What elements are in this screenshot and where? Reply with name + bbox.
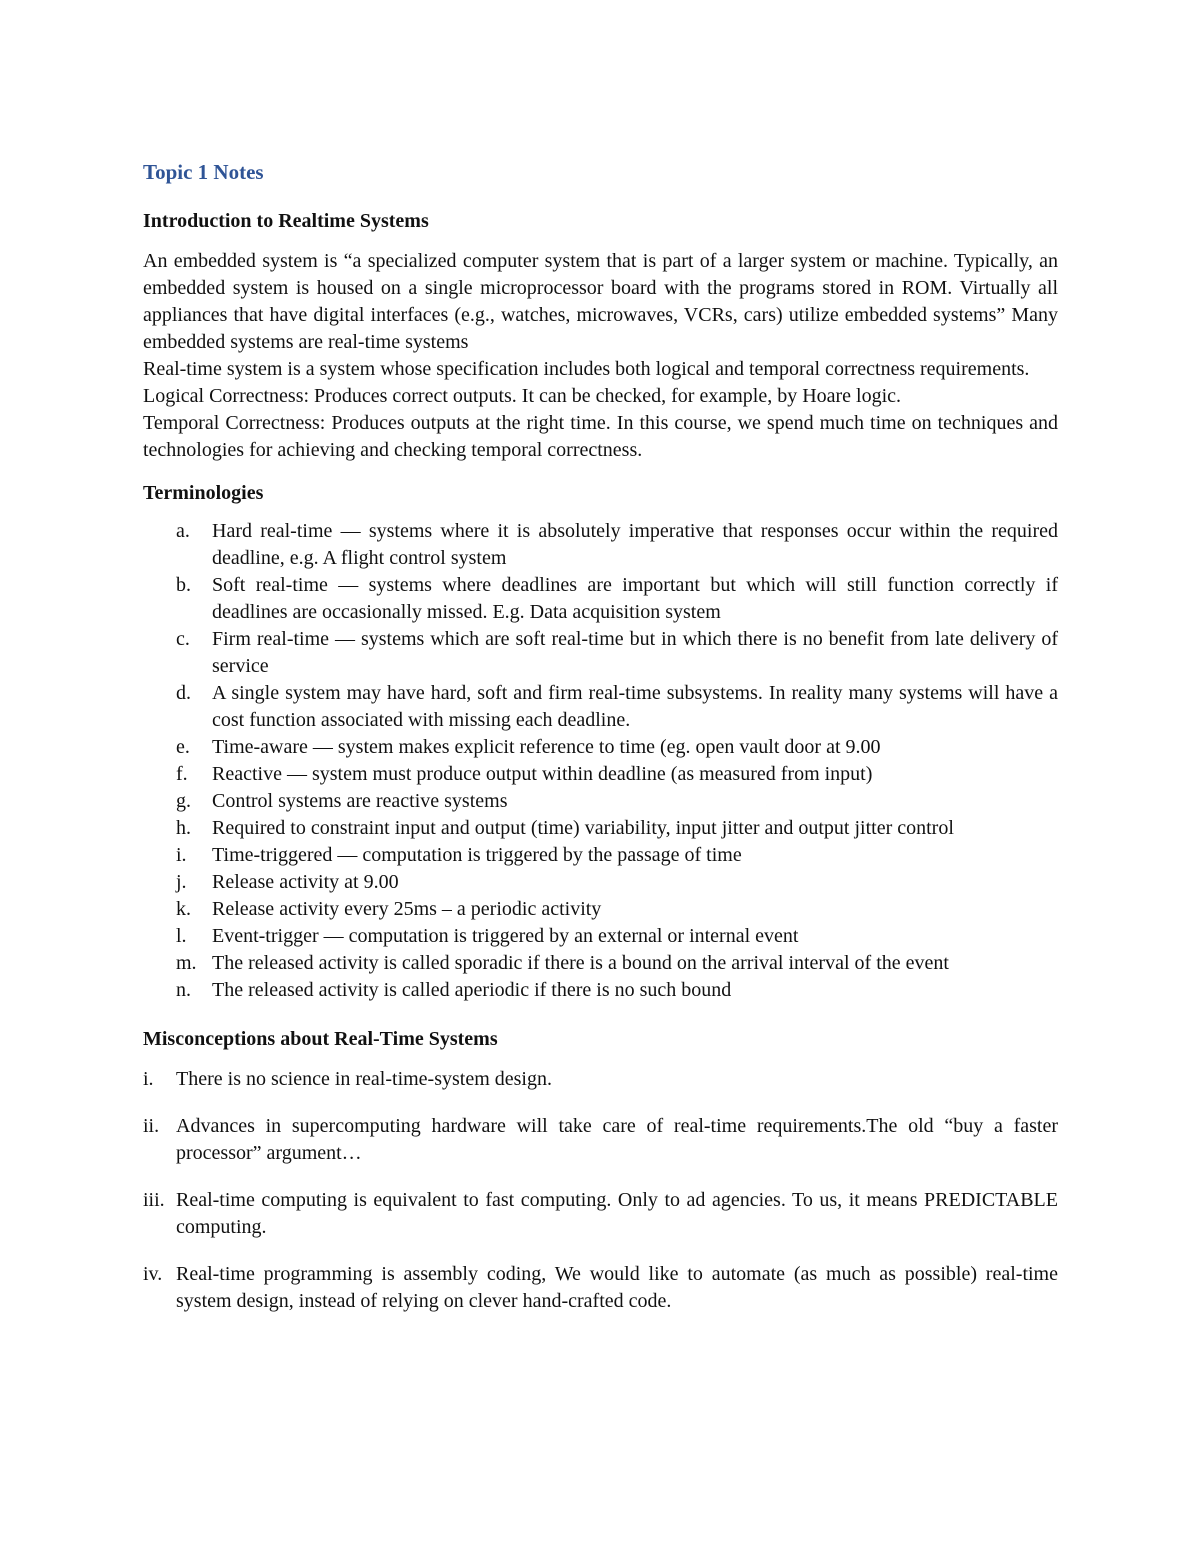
intro-heading: Introduction to Realtime Systems [143,210,429,232]
misconceptions-heading: Misconceptions about Real-Time Systems [143,1028,498,1050]
list-marker: ii. [143,1115,160,1137]
list-marker: c. [176,628,190,650]
list-item-text: Real-time computing is equivalent to fast computing. Only to ad agencies. To us, it means PREDICTABLE computing. [176,1189,1058,1238]
list-item-text: Time-triggered — computation is triggered by the passage of time [212,844,742,866]
intro-section [143,248,1058,464]
page-title: Topic 1 Notes [143,160,264,184]
list-item-text: Real-time programming is assembly coding, We would like to automate (as much as possible) real-time system design, instead of relying on clever hand-crafted code. [176,1263,1058,1312]
list-item [143,815,1058,842]
intro-paragraph: Real-time system is a system whose specification includes both logical and temporal correctness requirements. [143,358,1030,380]
list-item [143,923,1058,950]
list-marker: k. [176,898,191,920]
list-item-text: Required to constraint input and output (time) variability, input jitter and output jitter control [212,817,954,839]
list-item [143,788,1058,815]
terminologies-list [143,518,1058,1004]
list-item [143,896,1058,923]
list-item [143,842,1058,869]
list-item-text: A single system may have hard, soft and firm real-time subsystems. In reality many systems will have a cost function associated with missing each deadline. [212,682,1058,731]
terminologies-heading: Terminologies [143,482,264,504]
list-marker: f. [176,763,188,785]
list-item-text: Advances in supercomputing hardware will take care of real-time requirements.The old “buy a faster processor” argument… [176,1115,1058,1164]
list-item-text: Reactive — system must produce output within deadline (as measured from input) [212,763,873,785]
list-item-text: Control systems are reactive systems [212,790,508,812]
list-marker: a. [176,520,190,542]
list-item-text: Time-aware — system makes explicit reference to time (eg. open vault door at 9.00 [212,736,881,758]
list-item [143,572,1058,626]
list-marker: iv. [143,1263,163,1285]
list-marker: e. [176,736,190,758]
list-marker: l. [176,925,187,947]
list-item-text: Firm real-time — systems which are soft real-time but in which there is no benefit from late delivery of service [212,628,1058,677]
list-item [143,761,1058,788]
list-item [143,950,1058,977]
intro-paragraph: Logical Correctness: Produces correct outputs. It can be checked, for example, by Hoare logic. [143,385,902,407]
list-item-text: Event-trigger — computation is triggered by an external or internal event [212,925,799,947]
intro-paragraph: An embedded system is “a specialized computer system that is part of a larger system or machine. Typically, an embedded system is housed on a single microprocessor board with the programs stored in ROM. Virtually all appliances that have digital interfaces (e.g., watches, microwaves, VCRs, cars) utilize embedded systems” Many embedded systems are real-time systems [143,250,1058,353]
list-item [143,869,1058,896]
list-item-text: The released activity is called aperiodic if there is no such bound [212,979,732,1001]
list-marker: i. [176,844,187,866]
list-item [143,1261,1058,1315]
list-marker: g. [176,790,191,812]
list-item-text: There is no science in real-time-system design. [176,1068,552,1090]
list-item-text: Release activity at 9.00 [212,871,399,893]
misconceptions-list [143,1066,1058,1315]
list-marker: n. [176,979,191,1001]
intro-paragraph: Temporal Correctness: Produces outputs at the right time. In this course, we spend much time on techniques and technologies for achieving and checking temporal correctness. [143,412,1058,461]
list-item [143,1113,1058,1167]
list-item [143,734,1058,761]
list-item [143,680,1058,734]
list-item [143,1066,1058,1093]
list-marker: i. [143,1068,154,1090]
list-item [143,1187,1058,1241]
list-marker: j. [176,871,187,893]
list-marker: b. [176,574,191,596]
list-marker: iii. [143,1189,165,1211]
document-content [143,158,1058,1335]
list-marker: h. [176,817,191,839]
list-item-text: The released activity is called sporadic if there is a bound on the arrival interval of the event [212,952,949,974]
list-item [143,626,1058,680]
list-item [143,518,1058,572]
list-item-text: Release activity every 25ms – a periodic activity [212,898,602,920]
list-item-text: Hard real-time — systems where it is absolutely imperative that responses occur within the required deadline, e.g. A flight control system [212,520,1058,569]
list-marker: d. [176,682,191,704]
list-marker: m. [176,952,197,974]
list-item [143,977,1058,1004]
list-item-text: Soft real-time — systems where deadlines are important but which will still function correctly if deadlines are occasionally missed. E.g. Data acquisition system [212,574,1058,623]
